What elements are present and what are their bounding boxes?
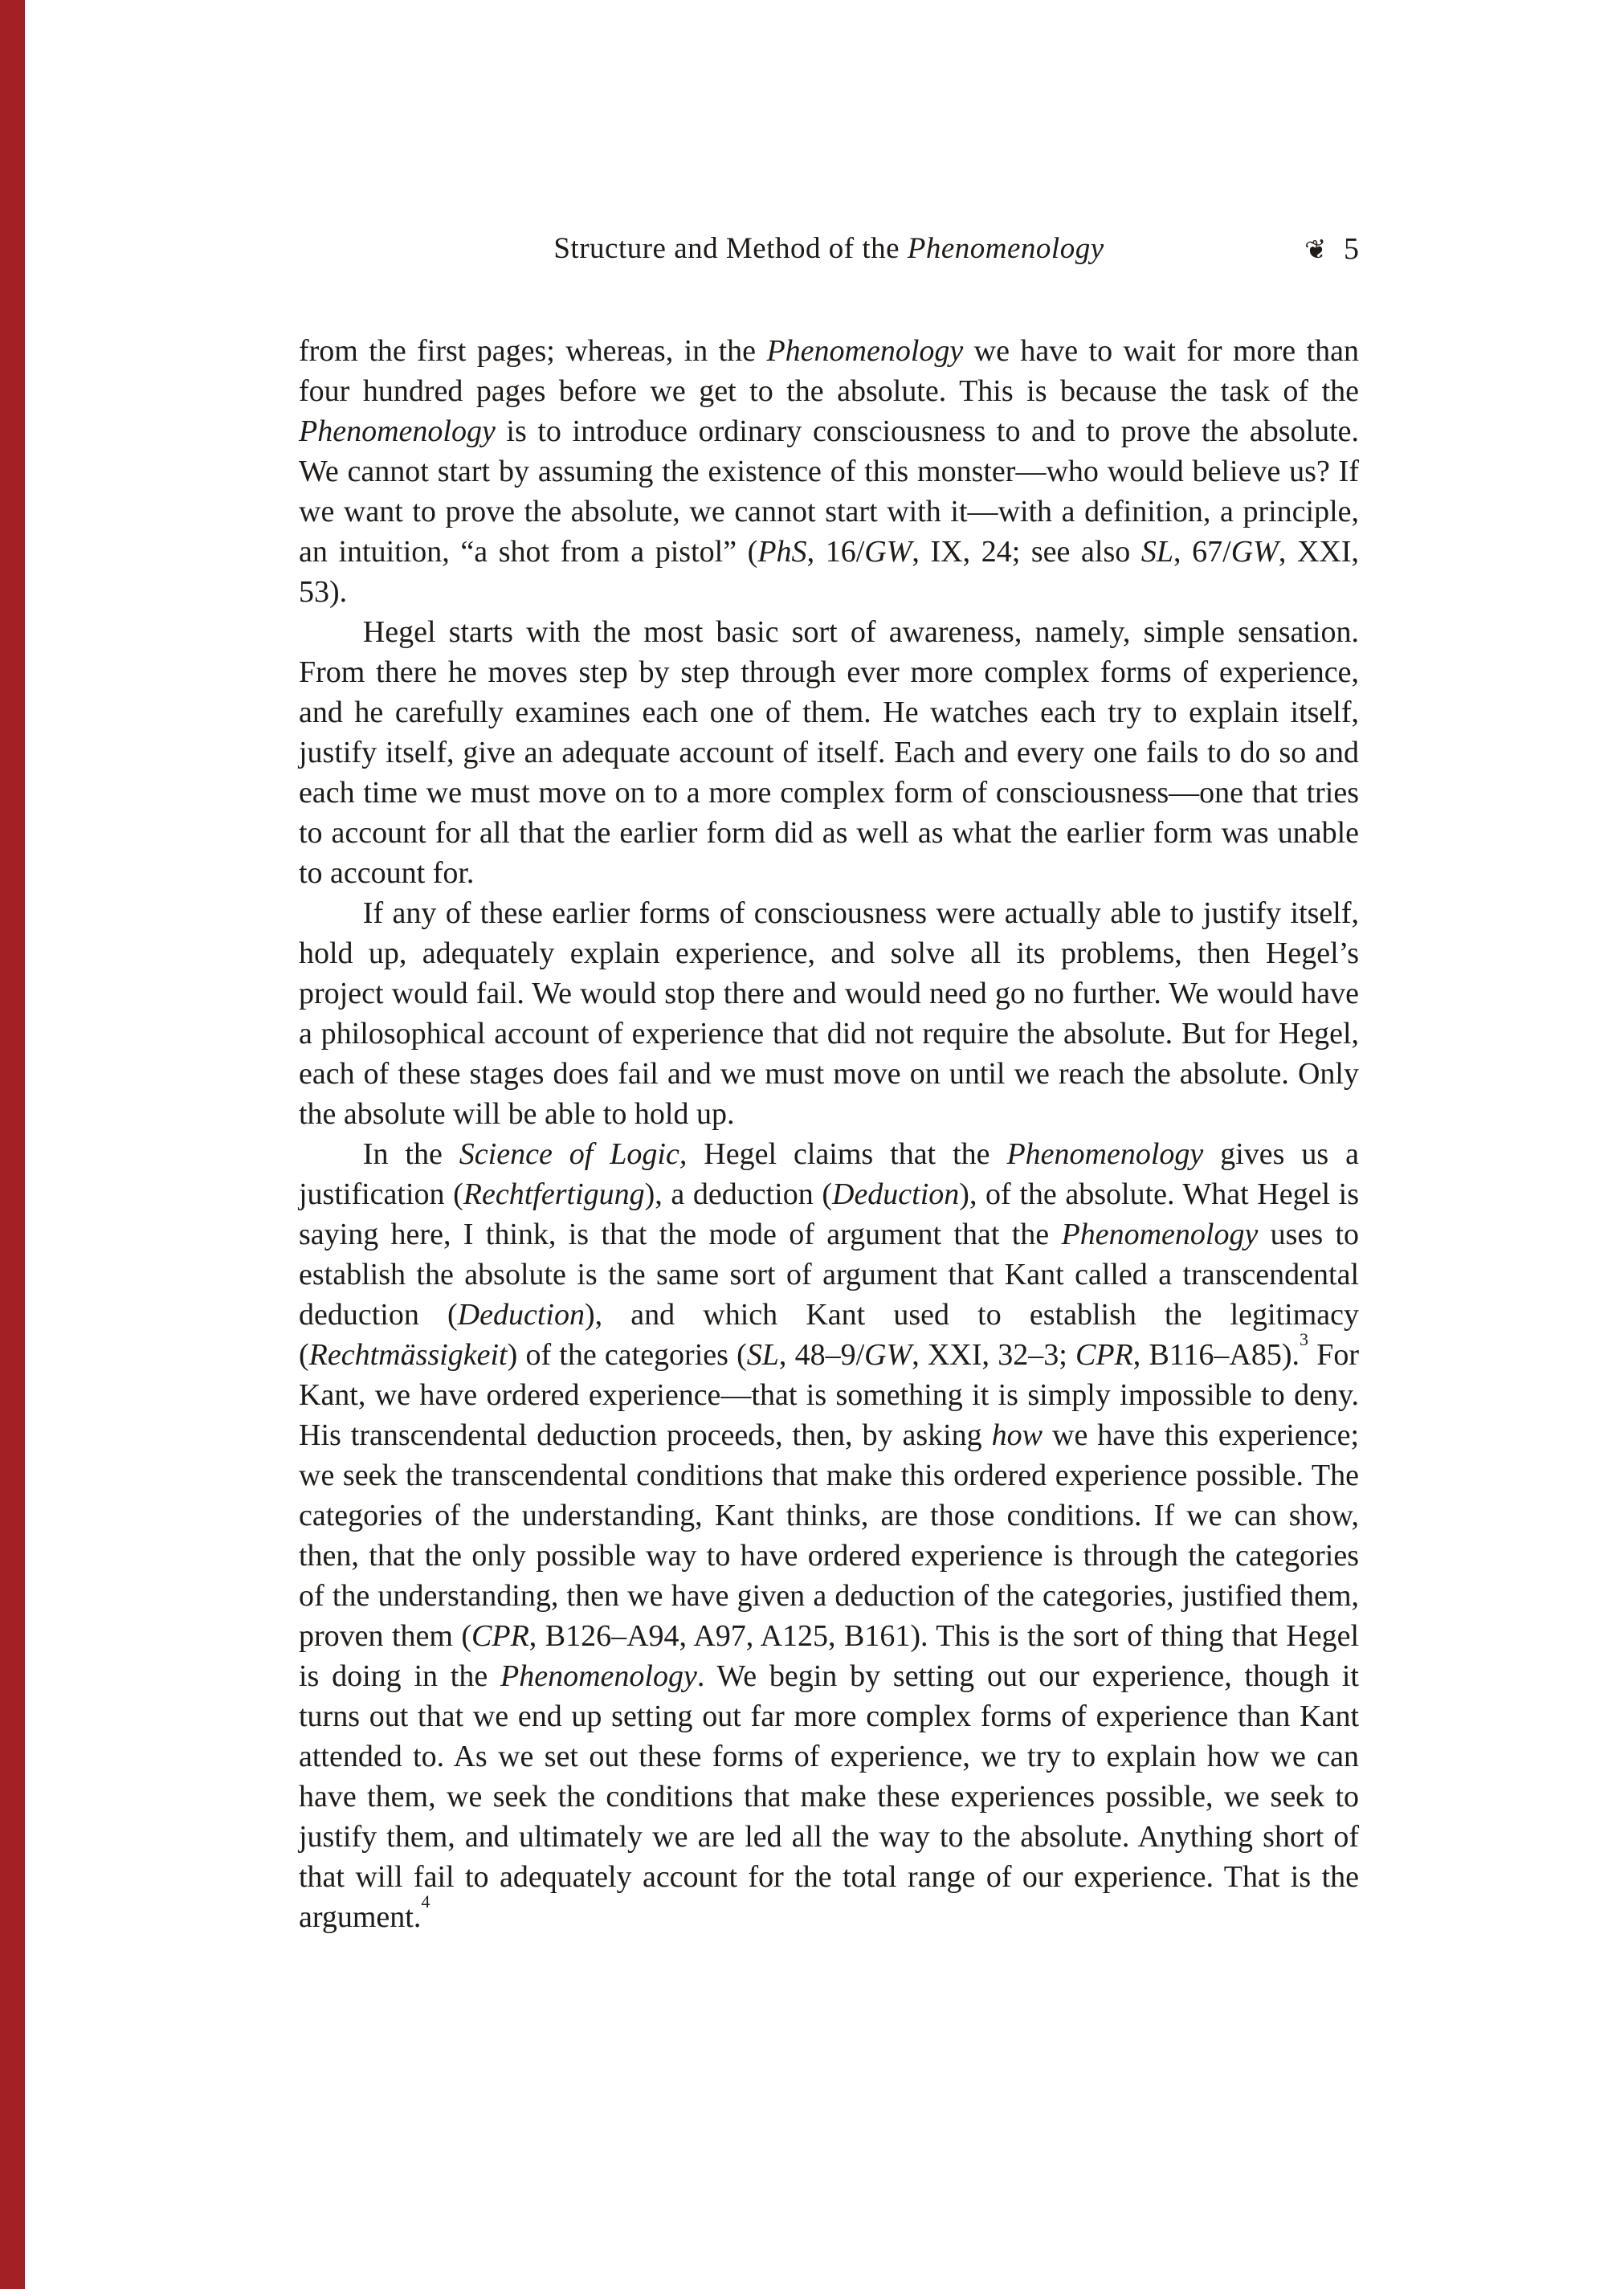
- text-run: we have to wait for more than four hundred pages before we get to the absolute. This is because the task of the: [299, 334, 1359, 408]
- text-run: , B126–A94, A97, A125, B161). This is the sort of thing that Hegel is doing in the: [299, 1619, 1360, 1693]
- body-text: [299, 331, 1359, 1937]
- italic-text: Deduction: [832, 1177, 960, 1211]
- running-head-title: [299, 231, 1359, 267]
- paragraph: [299, 612, 1359, 893]
- text-run: In the: [362, 1137, 459, 1171]
- text-run: , IX, 24; see also: [912, 535, 1141, 569]
- text-run: Hegel claims that the: [687, 1137, 1007, 1171]
- italic-text: Phenomenology: [1006, 1137, 1204, 1171]
- text-run: uses to establish the absolute is the same sort of argument that Kant called a transcendental deduction (: [299, 1218, 1360, 1332]
- text-run: , XXI, 53).: [299, 535, 1359, 609]
- italic-text: Rechtfertigung: [463, 1177, 645, 1211]
- text-run: For Kant, we have ordered experience—that is something it is simply impossible to deny. His transcendental deduction proceeds, then, by asking: [299, 1338, 1359, 1452]
- italic-text: Phenomenology: [500, 1659, 697, 1693]
- italic-text: Phenomenology: [907, 232, 1104, 265]
- text-run: ), of the absolute. What Hegel is saying here, I think, is that the mode of argument that the: [299, 1177, 1359, 1251]
- text-run: , 48–9/: [778, 1338, 865, 1372]
- text-run: If any of these earlier forms of consciousness were actually able to justify itself, hold up, adequately explain experience, and solve all its problems, then Hegel’s project would fail. We would stop there and would need go no further. We would have a philosophical account of experience that did not require the absolute. But for Hegel, each of these stages does fail and we must move on until we reach the absolute. Only the absolute will be able to hold up.: [299, 896, 1359, 1131]
- fleuron-icon: ❦: [1303, 232, 1330, 267]
- text-run: ) of the categories (: [507, 1338, 747, 1372]
- italic-text: Phenomenology: [766, 334, 964, 368]
- italic-text: GW: [864, 535, 912, 569]
- text-run: , XXI, 32–3;: [912, 1338, 1075, 1372]
- text-run: we have this experience; we seek the transcendental conditions that make this ordered experience possible. The categories of the understanding, Kant thinks, are those conditions. If we can show, then, that the only possible way to have ordered experience is through the categories of the understanding, then we have given a deduction of the categories, justified them, proven them (: [299, 1418, 1359, 1653]
- italic-text: SL: [746, 1338, 779, 1372]
- italic-text: Deduction: [457, 1298, 585, 1332]
- italic-text: CPR: [471, 1619, 529, 1653]
- text-run: , 16/: [806, 535, 865, 569]
- running-header: [299, 231, 1359, 273]
- italic-text: CPR: [1075, 1338, 1133, 1372]
- paragraph: [299, 1134, 1359, 1937]
- italic-text: GW: [1230, 535, 1279, 569]
- italic-text: GW: [864, 1338, 912, 1372]
- text-run: ), a deduction (: [644, 1177, 832, 1211]
- italic-text: how: [991, 1418, 1043, 1452]
- page-number: 5: [1344, 232, 1359, 266]
- footnote-marker: 4: [421, 1891, 430, 1912]
- text-run: from the first pages; whereas, in the: [299, 334, 767, 368]
- italic-text: PhS: [757, 535, 807, 569]
- text-run: ), and which Kant used to establish the legitimacy (: [299, 1298, 1359, 1372]
- text-run: Structure and Method of the: [553, 232, 908, 265]
- text-run: , B116–A85).: [1132, 1338, 1300, 1372]
- text-run: gives us a justification (: [299, 1137, 1359, 1211]
- text-run: , 67/: [1173, 535, 1231, 569]
- footnote-marker: 3: [1299, 1328, 1308, 1349]
- italic-text: Science of Logic,: [459, 1137, 688, 1171]
- text-run: Hegel starts with the most basic sort of awareness, namely, simple sensation. From there he moves step by step through ever more complex forms of experience, and he carefully examines each one of them. He watches each try to explain itself, justify itself, give an adequate account of itself. Each and every one fails to do so and each time we must move on to a more complex form of consciousness—one that tries to account for all that the earlier form did as well as what the earlier form was unable to account for.: [299, 615, 1359, 890]
- paragraph: [299, 331, 1359, 612]
- text-run: is to introduce ordinary consciousness to and to prove the absolute. We cannot start by assuming the existence of this monster—who would believe us? If we want to prove the absolute, we cannot start with it—with a definition, a principle, an intuition, “a shot from a pistol” (: [299, 414, 1359, 569]
- italic-text: Phenomenology: [1061, 1218, 1259, 1251]
- italic-text: Rechtmässigkeit: [308, 1338, 508, 1372]
- paragraph: [299, 893, 1359, 1134]
- left-spine-bar: [0, 0, 25, 2289]
- italic-text: Phenomenology: [299, 414, 496, 448]
- folio: [1305, 231, 1359, 267]
- italic-text: SL: [1140, 535, 1174, 569]
- text-run: . We begin by setting out our experience, though it turns out that we end up setting out far more complex forms of experience than Kant attended to. As we set out these forms of experience, we try to explain how we can have them, we seek the conditions that make these experiences possible, we seek to justify them, and ultimately we are led all the way to the absolute. Anything short of that will fail to adequately account for the total range of our experience. That is the argument.: [299, 1659, 1359, 1934]
